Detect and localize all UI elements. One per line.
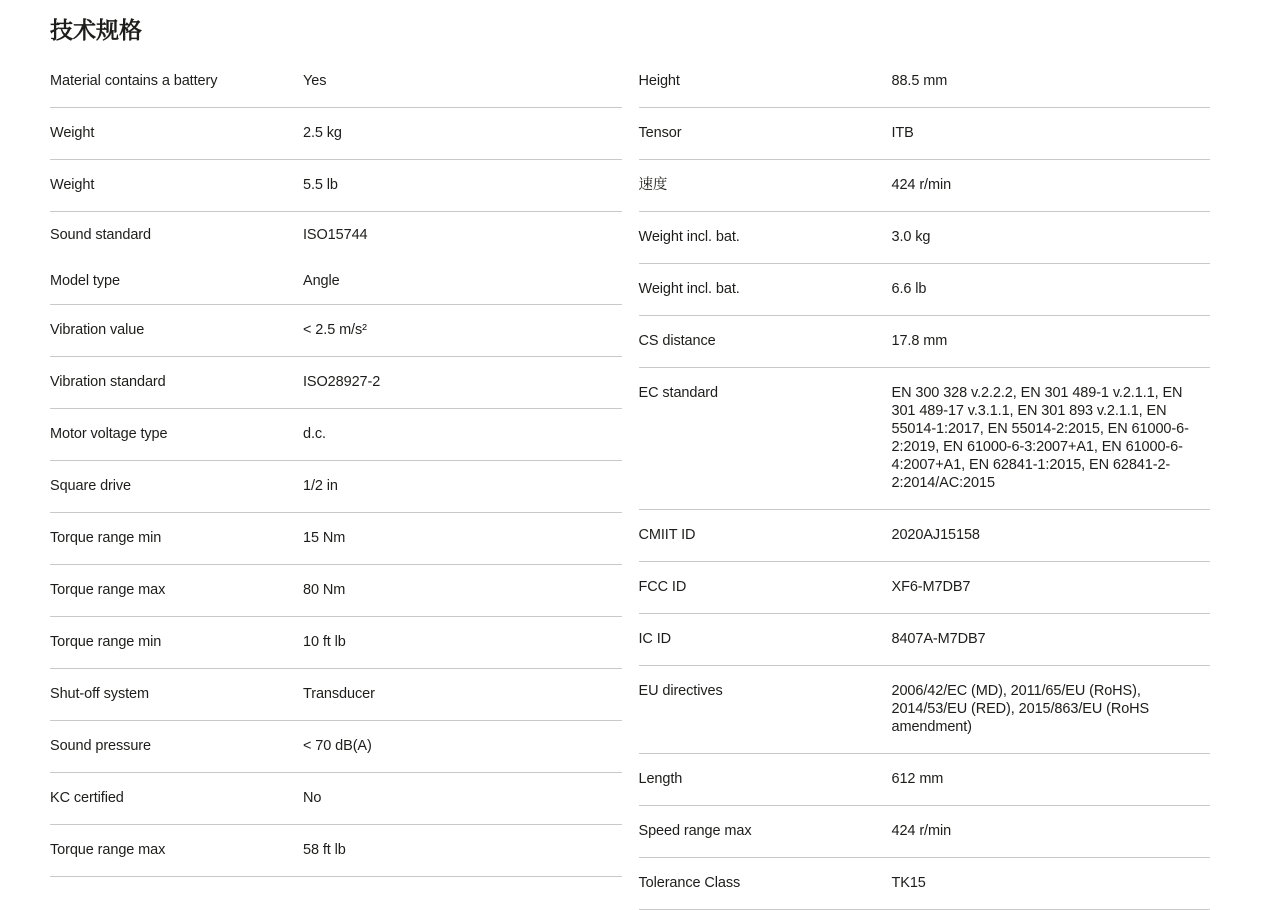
spec-label: IC ID [638, 631, 672, 647]
spec-row [50, 461, 622, 512]
spec-label: Weight [50, 125, 95, 141]
spec-row [50, 825, 622, 876]
spec-row [50, 409, 622, 460]
spec-row [639, 806, 1211, 857]
spec-value: 10 ft lb [303, 634, 346, 650]
spec-label: KC certified [50, 790, 124, 806]
spec-value: < 70 dB(A) [303, 738, 372, 754]
spec-group [639, 510, 1211, 562]
spec-label: Weight incl. bat. [638, 229, 740, 245]
spec-group [639, 754, 1211, 806]
spec-value: 17.8 mm [891, 333, 948, 349]
spec-row [50, 160, 622, 211]
spec-row [639, 264, 1211, 315]
spec-group [639, 806, 1211, 858]
spec-row [639, 160, 1211, 211]
spec-group [639, 160, 1211, 212]
spec-value: 612 mm [891, 771, 944, 787]
spec-group [639, 316, 1211, 368]
spec-value: 424 r/min [891, 177, 952, 193]
spec-label: Vibration value [50, 322, 145, 338]
spec-row [50, 773, 622, 824]
spec-label: Sound pressure [50, 738, 151, 754]
spec-row [639, 510, 1211, 561]
spec-row [50, 513, 622, 564]
spec-group [50, 305, 622, 357]
spec-row [50, 617, 622, 668]
spec-row [639, 858, 1211, 909]
spec-value: 15 Nm [303, 530, 346, 546]
spec-group [50, 160, 622, 212]
spec-value: Transducer [303, 686, 375, 702]
spec-label: Torque range min [50, 530, 162, 546]
spec-row [50, 565, 622, 616]
spec-value: 424 r/min [891, 823, 952, 839]
spec-label: EC standard [638, 385, 718, 401]
spec-label: Height [638, 73, 680, 89]
spec-group [639, 264, 1211, 316]
spec-row [50, 669, 622, 720]
spec-group [50, 721, 622, 773]
spec-value: 5.5 lb [303, 177, 338, 193]
spec-group [639, 858, 1211, 910]
spec-row [639, 212, 1211, 263]
spec-row [639, 56, 1211, 107]
spec-value: 58 ft lb [303, 842, 346, 858]
spec-label: Vibration standard [50, 374, 166, 390]
spec-value: 3.0 kg [891, 229, 931, 245]
spec-value: 1/2 in [303, 478, 338, 494]
spec-group [50, 669, 622, 721]
spec-value: 2020AJ15158 [891, 527, 980, 543]
spec-row [50, 357, 622, 408]
spec-row [50, 721, 622, 772]
spec-value: d.c. [303, 426, 326, 442]
spec-value: 88.5 mm [891, 73, 948, 89]
spec-value: < 2.5 m/s² [303, 322, 367, 338]
spec-label: Motor voltage type [50, 426, 168, 442]
spec-label: Shut-off system [50, 686, 149, 702]
spec-label: CMIIT ID [638, 527, 696, 543]
spec-value: ISO28927-2 [303, 374, 381, 390]
spec-label: Weight [50, 177, 95, 193]
spec-row [50, 56, 622, 107]
spec-group [50, 825, 622, 877]
spec-row [50, 305, 622, 356]
spec-row [639, 108, 1211, 159]
spec-label: Tensor [638, 125, 682, 141]
spec-group [50, 513, 622, 565]
spec-row [50, 258, 622, 304]
spec-group [639, 212, 1211, 264]
spec-label: 速度 [638, 177, 668, 193]
spec-group [50, 773, 622, 825]
spec-value: No [303, 790, 322, 806]
spec-row [639, 754, 1211, 805]
spec-value: 6.6 lb [891, 281, 927, 297]
spec-value: 2006/42/EC (MD), 2011/65/EU (RoHS), 2014/53/EU (RED), 2015/863/EU (RoHS amendment) [891, 683, 1150, 735]
spec-column-left [50, 56, 622, 877]
spec-group [50, 565, 622, 617]
spec-label: Speed range max [638, 823, 752, 839]
spec-label: Square drive [50, 478, 132, 494]
spec-label: FCC ID [638, 579, 687, 595]
spec-value: Angle [303, 273, 340, 289]
spec-group [639, 56, 1211, 108]
spec-label: Material contains a battery [50, 73, 218, 89]
spec-row [50, 108, 622, 159]
spec-value: TK15 [891, 875, 926, 891]
spec-value: 80 Nm [303, 582, 346, 598]
spec-value: EN 300 328 v.2.2.2, EN 301 489-1 v.2.1.1, EN 301 489-17 v.3.1.1, EN 301 893 v.2.1.1, EN 55014-1:2017, EN 55014-2:2015, EN 61000-6-2:2019, EN 61000-6-3:2007+A1, EN 61000-6-4:2007+A1, EN 62841-1:2015, EN 62841-2-2:2014/AC:2015 [891, 385, 1189, 491]
spec-group [639, 614, 1211, 666]
spec-group [50, 212, 622, 305]
spec-column-right [639, 56, 1211, 910]
spec-group [50, 409, 622, 461]
spec-row [639, 614, 1211, 665]
spec-row [639, 316, 1211, 367]
spec-row [50, 212, 622, 258]
spec-columns [50, 56, 1210, 910]
spec-row [639, 562, 1211, 613]
spec-group [50, 56, 622, 108]
spec-label: Length [638, 771, 683, 787]
spec-label: Torque range max [50, 582, 166, 598]
spec-label: Model type [50, 273, 120, 289]
spec-label: Torque range min [50, 634, 162, 650]
spec-value: 8407A-M7DB7 [891, 631, 986, 647]
spec-value: ISO15744 [303, 227, 368, 243]
spec-value: ITB [891, 125, 914, 141]
spec-group [639, 108, 1211, 160]
spec-row [639, 368, 1211, 509]
spec-label: Weight incl. bat. [638, 281, 740, 297]
spec-value: 2.5 kg [303, 125, 342, 141]
spec-group [50, 617, 622, 669]
spec-label: Tolerance Class [638, 875, 741, 891]
spec-group [639, 368, 1211, 510]
spec-label: Sound standard [50, 227, 151, 243]
spec-group [50, 108, 622, 160]
spec-group [50, 357, 622, 409]
spec-label: EU directives [638, 683, 723, 699]
spec-label: Torque range max [50, 842, 166, 858]
spec-label: CS distance [638, 333, 716, 349]
spec-value: Yes [303, 73, 327, 89]
spec-group [50, 461, 622, 513]
spec-group [639, 666, 1211, 754]
spec-row [639, 666, 1211, 753]
page-title: 技术规格 [50, 17, 142, 43]
spec-value: XF6-M7DB7 [891, 579, 971, 595]
spec-group [639, 562, 1211, 614]
